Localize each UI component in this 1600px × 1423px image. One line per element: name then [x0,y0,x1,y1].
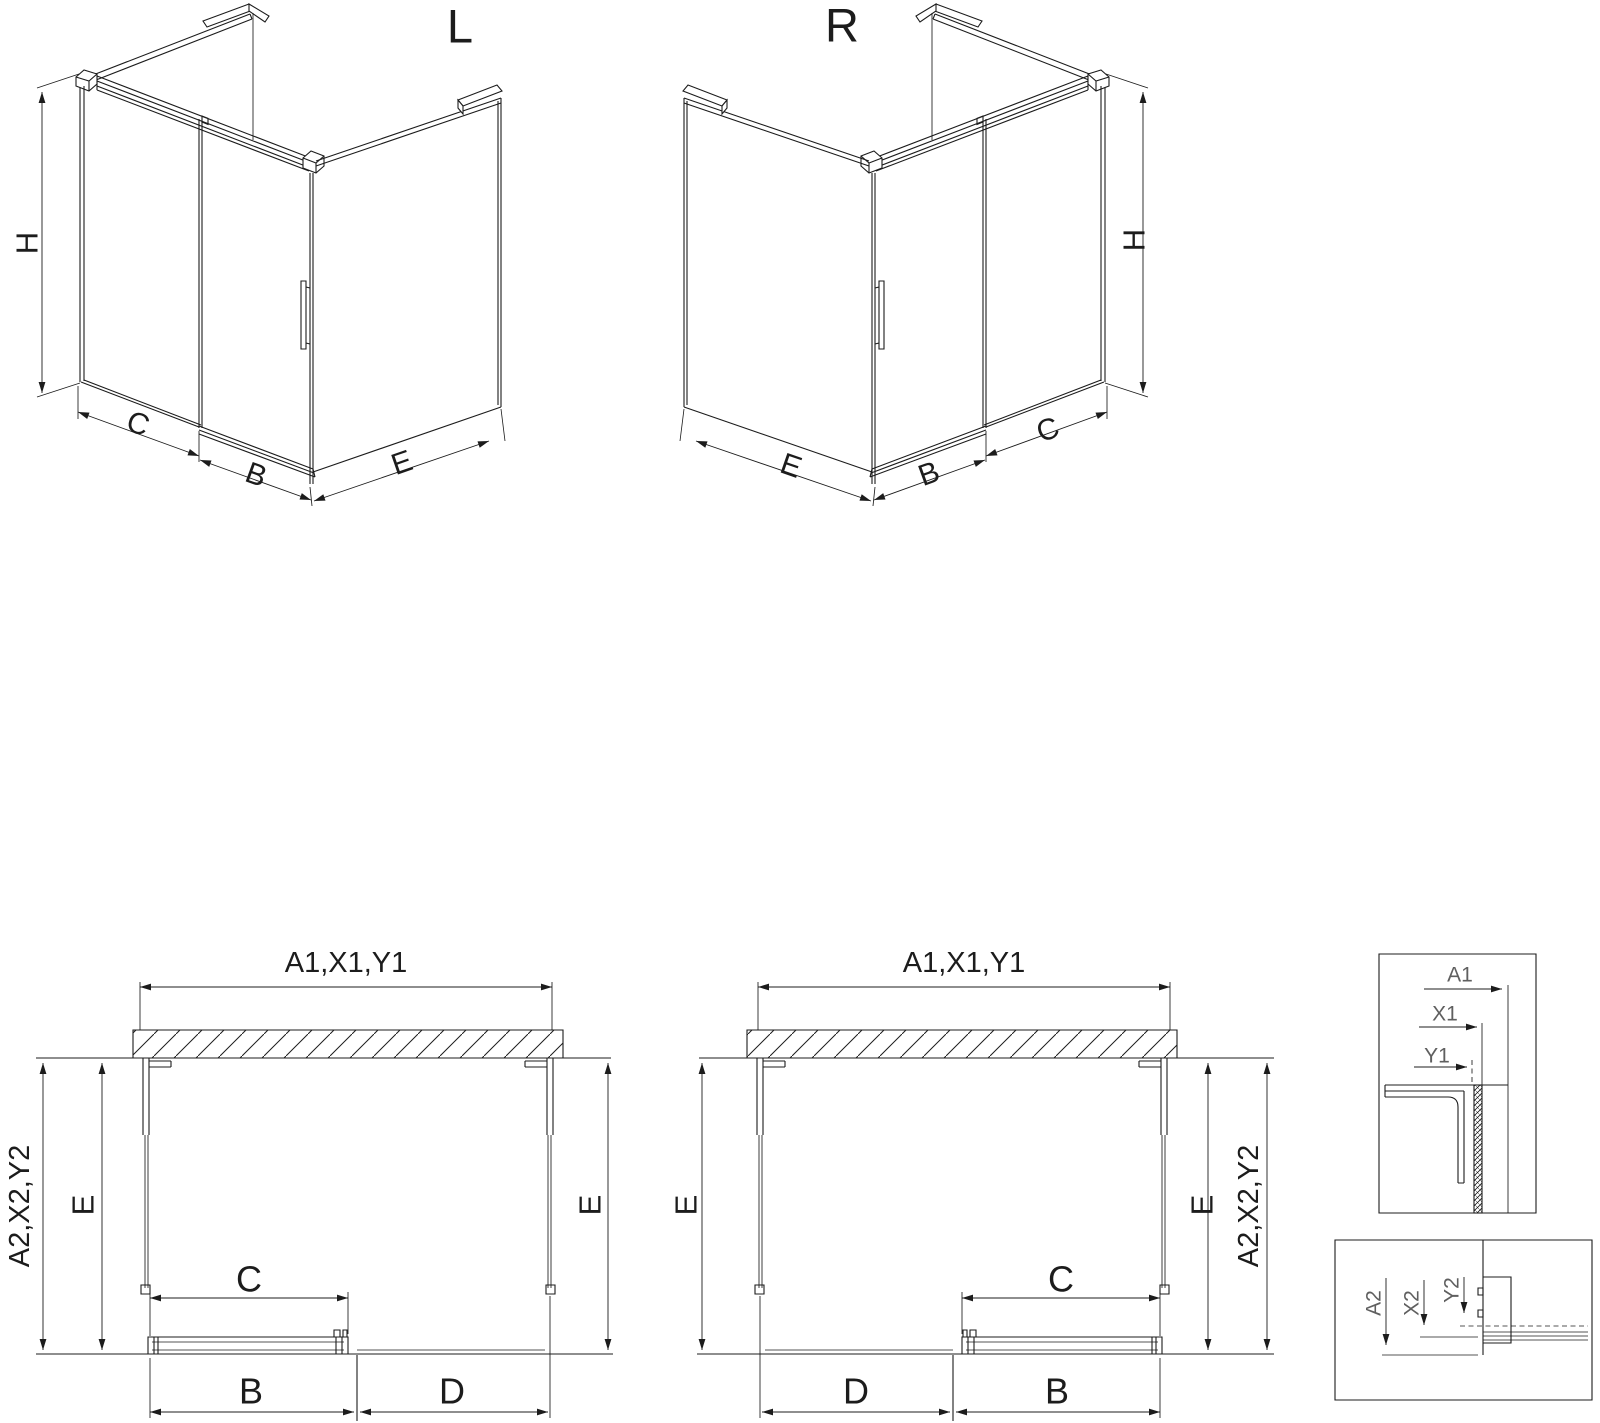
plan-right-door-label: B [1044,1370,1070,1412]
wall-hatch-right [747,1030,1177,1058]
plan-right-width-label: A1,X1,Y1 [902,947,1026,979]
wall-hatch-left [133,1030,563,1058]
iso-view-linework [37,4,505,506]
plan-right-depth-left-label: E [668,1194,704,1216]
dim-label-panel-right: C [1032,410,1064,450]
dim-label-panel-left: C [122,404,154,444]
dim-label-door-left: B [240,456,272,494]
plan-right-depth-right-label: E [1184,1194,1220,1216]
iso-view-linework-mirrored [680,4,1148,506]
dim-label-height-left: H [9,231,45,255]
plan-left-depth-left-label: E [65,1194,101,1216]
dim-label-height-right: H [1116,228,1152,252]
dim-label-side-left: E [387,444,417,482]
detail-x1-label: X1 [1432,1002,1458,1026]
plan-left-track-label: C [236,1258,262,1300]
detail-y2-label: Y2 [1440,1277,1464,1303]
plan-left-width-label: A1,X1,Y1 [284,947,408,979]
variant-label-right: R [825,0,859,52]
plan-left-depth-right-label: E [572,1194,608,1216]
dim-label-door-right: B [913,455,945,493]
detail-y1-label: Y1 [1424,1044,1450,1068]
plan-left-door-label: B [238,1370,264,1412]
detail-x2-label: X2 [1400,1290,1424,1316]
plan-right-track-label: C [1048,1258,1074,1300]
detail-a1-label: A1 [1447,963,1473,987]
dim-label-side-right: E [776,447,806,485]
plan-left-opening-label: D [439,1370,465,1412]
plan-right-depth-outer-label: A2,X2,Y2 [1233,1144,1265,1268]
plan-left-depth-outer-label: A2,X2,Y2 [4,1144,36,1268]
plan-right-opening-label: D [843,1370,869,1412]
variant-label-left: L [446,0,474,53]
detail-box-depth-section [1335,1240,1592,1400]
detail-box-width-section [1379,954,1536,1213]
detail-a2-label: A2 [1362,1290,1386,1316]
